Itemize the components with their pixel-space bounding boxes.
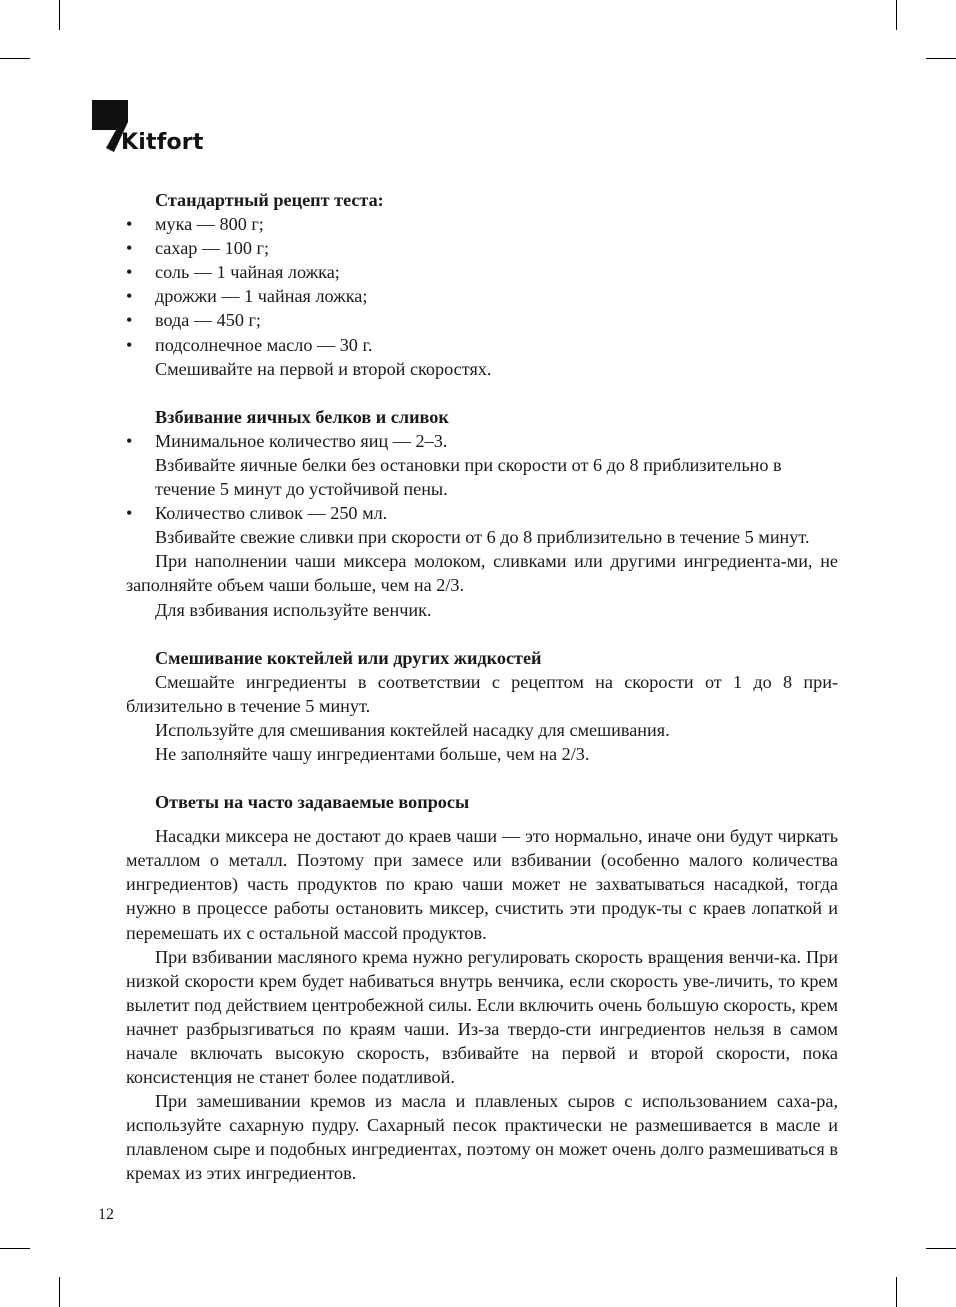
list-item: • дрожжи — 1 чайная ложка;	[126, 286, 368, 307]
crop-mark	[896, 0, 897, 30]
paragraph: При замешивании кремов из масла и плавленых сыров с использованием саха-ра, используйте сахарную пудру. Сахарный песок практически не размешивается в масле и плавленом сыре и подобных ингредиентах, поэтому он может очень долго размешиваться в кремах из этих ингредиентов.	[126, 1091, 838, 1184]
crop-mark	[926, 58, 956, 59]
paragraph: Для взбивания используйте венчик.	[155, 599, 432, 620]
list-item: • подсолнечное масло — 30 г.	[126, 334, 373, 355]
cocktails-heading: Смешивание коктейлей или других жидкостей	[155, 647, 542, 668]
paragraph: При взбивании масляного крема нужно регулировать скорость вращения венчи-ка. При низкой скорости крем будет набиваться внутрь венчика, если скорость уве-личить, то крем вылетит под действием центробежной силы. Если включить очень большую скорость, крем начнет разбрызгиваться по краям чаши. Из-за твердо-сти ингредиентов нельзя в самом начале включать высокую скорость, взбивайте на первой и второй скорости, пока консистенция не станет более податливой.	[126, 946, 838, 1088]
paragraph: Насадки миксера не достают до краев чаши — это нормально, иначе они будут чиркать металлом о металл. Поэтому при замесе или взбивании (особенно малого количества ингредиентов) часть продуктов по краю чаши может не захватываться насадкой, тогда нужно в процессе работы остановить миксер, счистить эти продук-ты с краев лопаткой и перемешать их с остальной массой продуктов.	[126, 826, 838, 943]
brand-name: Kitfort	[121, 130, 204, 155]
page-number: 12	[98, 1206, 114, 1223]
list-item-text: Взбивайте яичные белки без остановки при скорости от 6 до 8 приблизительно в течение 5 минут до устойчивой пены.	[155, 454, 782, 500]
paragraph: Не заполняйте чашу ингредиентами больше, чем на 2/3.	[155, 743, 590, 764]
crop-mark	[896, 1277, 897, 1307]
dough-note: Смешивайте на первой и второй скоростях.	[155, 358, 492, 379]
paragraph: Используйте для смешивания коктейлей насадку для смешивания.	[155, 719, 670, 740]
list-item: • вода — 450 г;	[126, 310, 261, 331]
crop-mark	[0, 58, 30, 59]
whipping-heading: Взбивание яичных белков и сливок	[155, 406, 449, 427]
list-item: • мука — 800 г;	[126, 214, 264, 235]
paragraph: При наполнении чаши миксера молоком, сливками или другими ингредиента-ми, не заполняйте объем чаши больше, чем на 2/3.	[126, 551, 838, 596]
page-content	[126, 188, 838, 1186]
list-item: • Минимальное количество яиц — 2–3.	[126, 430, 448, 451]
list-item-text: Взбивайте свежие сливки при скорости от 6 до 8 приблизительно в течение 5 минут.	[155, 527, 810, 548]
list-item: • сахар — 100 г;	[126, 238, 270, 259]
paragraph: Смешайте ингредиенты в соответствии с рецептом на скорости от 1 до 8 при-близительно в течение 5 минут.	[126, 671, 838, 716]
crop-mark	[59, 0, 60, 30]
crop-mark	[59, 1277, 60, 1307]
list-item: • соль — 1 чайная ложка;	[126, 262, 340, 283]
crop-mark	[0, 1248, 30, 1249]
crop-mark	[926, 1248, 956, 1249]
dough-heading: Стандартный рецепт теста:	[155, 190, 384, 210]
faq-heading: Ответы на часто задаваемые вопросы	[155, 792, 470, 813]
list-item: • Количество сливок — 250 мл.	[126, 503, 388, 524]
